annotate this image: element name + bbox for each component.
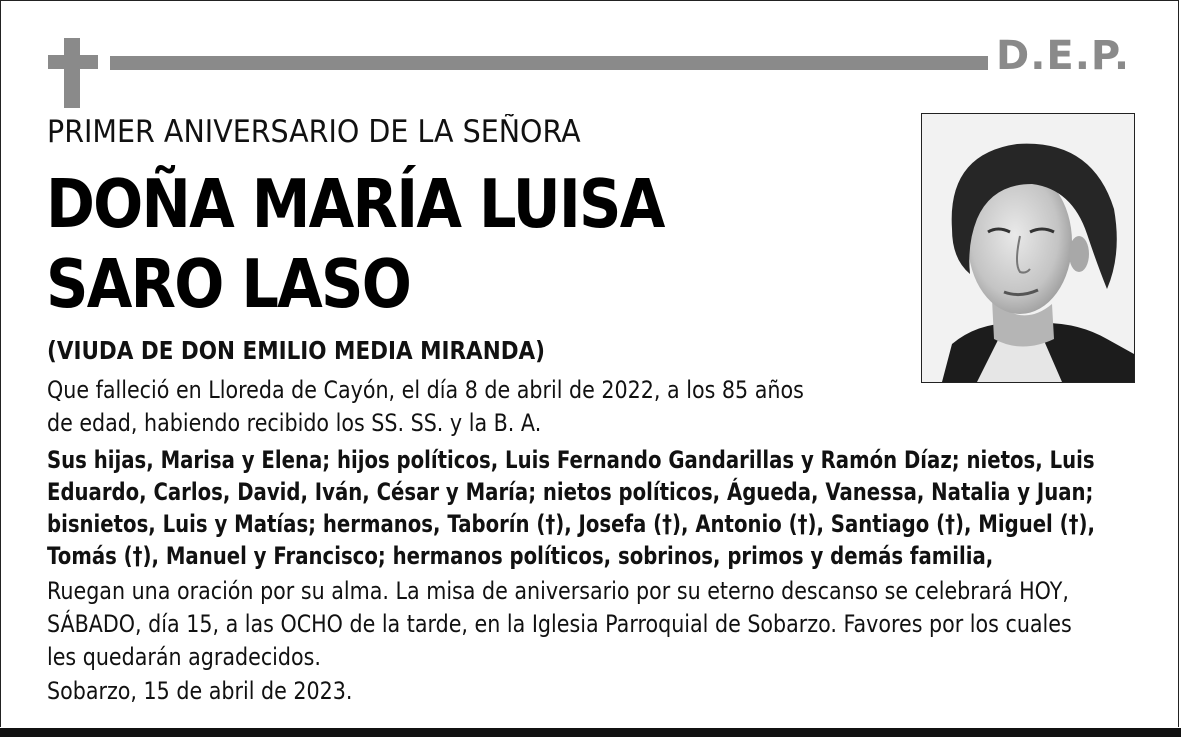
text-line: bisnietos, Luis y Matías; hermanos, Taborín (†), Josefa (†), Antonio (†), Santiago (†), Miguel (†), (47, 510, 1095, 538)
deceased-name-line-1: DOÑA MARÍA LUISA (46, 165, 664, 243)
text-line: de edad, habiendo recibido los SS. SS. y la B. A. (47, 409, 542, 437)
place-date: Sobarzo, 15 de abril de 2023. (47, 677, 353, 705)
text-line: Que falleció en Lloreda de Cayón, el día 8 de abril de 2022, a los 85 años (47, 376, 804, 404)
request-paragraph (47, 575, 1072, 674)
notice-subtitle: PRIMER ANIVERSARIO DE LA SEÑORA (47, 114, 581, 150)
death-info-paragraph (47, 374, 804, 440)
cross-icon (48, 38, 98, 108)
bottom-rule (0, 728, 1181, 737)
text-line: SÁBADO, día 15, a las OCHO de la tarde, en la Iglesia Parroquial de Sobarzo. Favores por los cuales (47, 610, 1072, 638)
text-line: Tomás (†), Manuel y Francisco; hermanos políticos, sobrinos, primos y demás familia, (47, 542, 994, 570)
family-paragraph (47, 444, 1095, 572)
portrait-photo (921, 113, 1135, 383)
text-line: les quedarán agradecidos. (47, 643, 321, 671)
deceased-name-line-2: SARO LASO (46, 245, 411, 323)
header-rule (110, 56, 988, 70)
widow-note: (VIUDA DE DON EMILIO MEDIA MIRANDA) (47, 336, 546, 365)
text-line: Sus hijas, Marisa y Elena; hijos políticos, Luis Fernando Gandarillas y Ramón Díaz; nietos, Luis (47, 446, 1095, 474)
text-line: Eduardo, Carlos, David, Iván, César y María; nietos políticos, Águeda, Vanessa, Natalia y Juan; (47, 478, 1094, 506)
rip-label: D.E.P. (996, 33, 1131, 79)
text-line: Ruegan una oración por su alma. La misa de aniversario por su eterno descanso se celebrará HOY, (47, 577, 1069, 605)
